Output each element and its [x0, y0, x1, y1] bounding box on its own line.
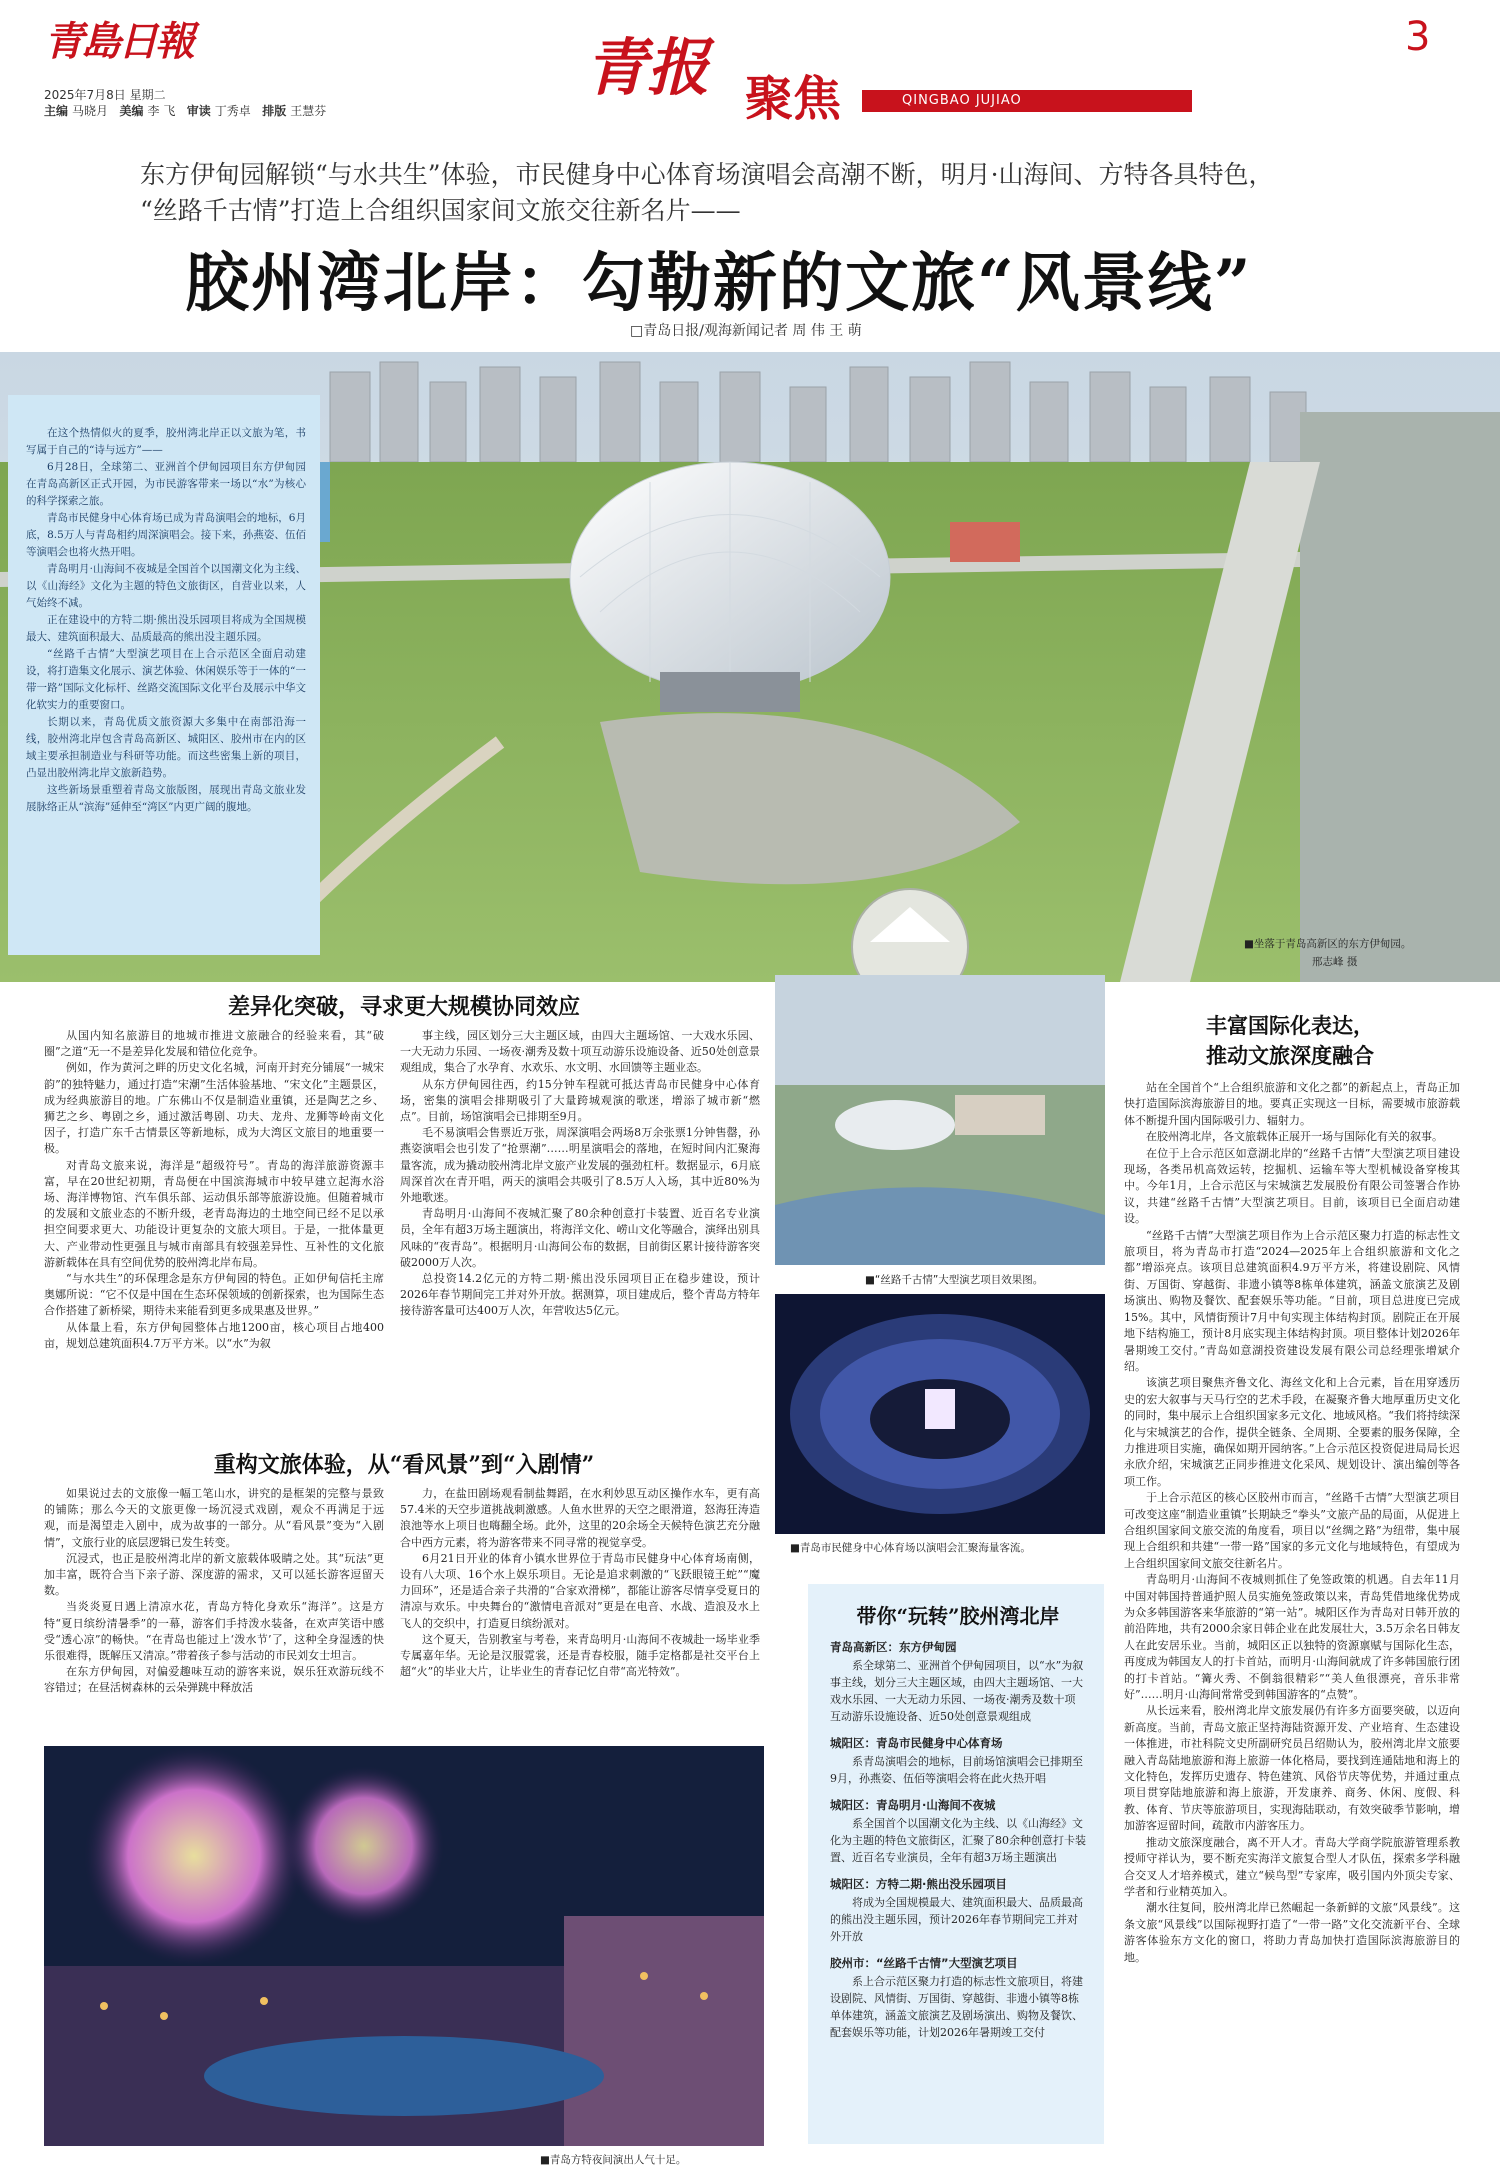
guide-item-text: 系上合示范区聚力打造的标志性文旅项目，将建设剧院、风情街、万国街、穿越街、非遗小镇等8栋单体建筑，涵盖文旅演艺及剧场演出、购物及餐饮、配套娱乐等功能，计划2026年暑期竣工交付 [830, 1975, 1083, 2039]
section3-column [1124, 1080, 1460, 1966]
section1-heading: 差异化突破，寻求更大规模协同效应 [227, 994, 580, 1020]
guide-box [808, 1584, 1104, 2144]
section2-heading: 重构文旅体验，从“看风景”到“入剧情” [213, 1452, 595, 1478]
deck-line-2: “丝路千古情”打造上合组织国家间文旅交往新名片—— [140, 196, 741, 225]
section3-paragraph: 站在全国首个“上合组织旅游和文化之都”的新起点上，青岛正加快打造国际滨海旅游目的地。要真正实现这一目标，需要城市旅游载体不断提升国内国际吸引力、辐射力。 [1124, 1081, 1460, 1127]
section1-paragraph: 从国内知名旅游目的地城市推进文旅融合的经验来看，其“破圈”之道“无一不是差异化发展和错位化竞争。 [44, 1029, 384, 1059]
section3-paragraph: 从长远来看，胶州湾北岸文旅发展仍有许多方面要突破，以迈向新高度。当前，青岛文旅正坚持海陆资源开发、产业培育、生态建设一体推进，市社科院文史所副研究员吕绍勋认为，胶州湾北岸文旅要融入青岛陆地旅游和海上旅游一体化格局，要找到连通陆地和海上的文化特色，发挥历史遗存、特色建筑、风俗节庆等优势，并通过重点项目贯穿陆地旅游和海上旅游，开发康养、商务、休闲、度假、科教、体育、节庆等旅游项目，实现海陆联动，有效突破季节影响，增加游客逗留时间，疏散市内游客压力。 [1124, 1704, 1460, 1833]
stadium-caption: ■青岛市民健身中心体育场以演唱会汇聚海量客流。 [790, 1542, 1031, 1554]
section3-paragraph: 潮水往复间，胶州湾北岸已然崛起一条新鲜的文旅“风景线”。这条文旅“风景线”以国际视野打造了“一带一路”文化交流新平台、全球游客体验东方文化的窗口，将助力青岛加快打造国际滨海旅游目的地。 [1124, 1901, 1460, 1964]
guide-item-heading: 城阳区：方特二期·熊出没乐园项目 [830, 1877, 1007, 1891]
guide-item-heading: 城阳区：青岛明月·山海间不夜城 [830, 1798, 996, 1812]
section-name: 青报 [585, 31, 710, 104]
section1-paragraph: 事主线，园区划分三大主题区域，由四大主题场馆、一大戏水乐园、一大无动力乐园、一场夜·潮秀及数十项互动游乐设施设备、近50处创意景观组成，集合了水孕育、水欢乐、水文明、水回馈等主题业态。 [400, 1029, 760, 1075]
main-photo-author: 邢志峰 摄 [1312, 956, 1358, 968]
deck-line-1: 东方伊甸园解锁“与水共生”体验，市民健身中心体育场演唱会高潮不断，明月·山海间、方特各具特色， [140, 160, 1274, 189]
editor-name: 马晓月 [72, 104, 109, 118]
section1-paragraph: 从体量上看，东方伊甸园整体占地1200亩，核心项目占地400亩，规划总建筑面积4.7万平方米。以“水”为叙 [44, 1320, 384, 1350]
section3-paragraph: 在位于上合示范区如意湖北岸的“丝路千古情”大型演艺项目建设现场，各类吊机高效运转，挖掘机、运输车等大型机械设备穿梭其中。今年1月，上合示范区与宋城演艺发展股份有限公司签署合作协议，共建“丝路千古情”大型演艺项目。目前，该项目已全面启动建设。 [1124, 1146, 1460, 1226]
guide-item-text: 系全球第二、亚洲首个伊甸园项目，以“水”为叙事主线，划分三大主题区域，由四大主题场馆、一大戏水乐园、一大无动力乐园、一场夜·潮秀及数十项互动游乐设施设备、近50处创意景观组成 [830, 1659, 1084, 1723]
section2-paragraph: 在东方伊甸园，对偏爱趣味互动的游客来说，娱乐狂欢游玩线不容错过；在昼活树森林的云朵弹跳中释放活 [44, 1665, 384, 1695]
editor-label: 主编 [44, 104, 69, 118]
section3-paragraph: 在胶州湾北岸，各文旅载体正展开一场与国际化有关的叙事。 [1146, 1130, 1443, 1144]
review-label: 审读 [186, 104, 211, 118]
silk-road-rendering [775, 975, 1105, 1265]
section1-paragraph: 青岛明月·山海间不夜城汇聚了80余种创意打卡装置、近百名专业演员，全年有超3万场主题演出，将海洋文化、崂山文化等融合，演绎出别具风味的“夜青岛”。根据明月·山海间公布的数据，目前街区累计接待游客突破2000万人次。 [400, 1207, 760, 1269]
silk-road-caption: ■“丝路千古情”大型演艺项目效果图。 [865, 1274, 1044, 1286]
section3-heading-line-2: 推动文旅深度融合 [1206, 1043, 1374, 1068]
main-photo-caption: ■坐落于青岛高新区的东方伊甸园。 [1244, 938, 1412, 950]
layout-name: 王慧芬 [290, 104, 327, 118]
section2-paragraph: 力，在盐田剧场观看制盐舞蹈，在水利妙思互动区操作水车，更有高57.4米的天空步道挑战刺激感。人鱼水世界的天空之眼滑道，怒海狂涛造浪池等水上项目也嗨翻全场。此外，这里的20余场全天候特色演艺充分融合中西方元素，将为游客带来不同寻常的视觉享受。 [400, 1487, 760, 1549]
section2-paragraph: 如果说过去的文旅像一幅工笔山水，讲究的是框架的完整与景致的铺陈；那么今天的文旅更像一场沉浸式戏剧，观众不再满足于远观，而是渴望走入剧中，成为故事的一部分。从“看风景”变为“入剧情”，文旅行业的底层逻辑已发生转变。 [44, 1487, 384, 1549]
section2-paragraph: 6月21日开业的体育小镇水世界位于青岛市民健身中心体育场南侧，设有八大项、16个水上娱乐项目。无论是追求刺激的“飞跃眼镜王蛇”“魔力回环”，还是适合亲子共滑的“合家欢滑梯”，都能让游客尽情享受夏日的清凉与欢乐。中央舞台的“激情电音派对”更是在电音、水战、造浪及水上飞人的交织中，打造夏日缤纷派对。 [400, 1551, 760, 1630]
intro-paragraph: “丝路千古情”大型演艺项目在上合示范区全面启动建设，将打造集文化展示、演艺体验、休闲娱乐等于一体的“一带一路”国际文化标杆、丝路交流国际文化平台及展示中华文化软实力的重要窗口。 [26, 648, 306, 711]
newspaper-logo: 青島日報 [44, 18, 192, 65]
guide-item-heading: 城阳区：青岛市民健身中心体育场 [830, 1736, 1003, 1750]
intro-paragraph: 青岛明月·山海间不夜城是全国首个以国潮文化为主线、以《山海经》文化为主题的特色文旅街区，自营业以来，人气始终不减。 [26, 563, 306, 609]
stadium-photo [775, 1294, 1105, 1534]
section1-paragraph: 毛不易演唱会售票近万张，周深演唱会两场8万余张票1分钟售罄，孙燕姿演唱会也引发了“抢票潮”……明星演唱会的落地，在短时间内汇聚海量客流，成为撬动胶州湾北岸文旅产业发展的强劲杠杆。数据显示，6月底周深首次在青开唱，两天的演唱会共吸引了8.5万人入场，其中近80%为外地歌迷。 [400, 1126, 760, 1205]
guide-item-text: 系全国首个以国潮文化为主线、以《山海经》文化为主题的特色文旅街区，汇聚了80余种创意打卡装置、近百名专业演员，全年有超3万场主题演出 [830, 1817, 1086, 1864]
section-english: QINGBAO JUJIAO [862, 90, 1192, 112]
section1-paragraph: 对青岛文旅来说，海洋是“超级符号”。青岛的海洋旅游资源丰富，早在20世纪初期，青岛便在中国滨海城市中较早建立起海水浴场、海洋博物馆、汽车俱乐部、运动俱乐部等旅游设施。但随着城市的发展和文旅业态的不断升级，老青岛海边的土地空间已经不足以承担空间要求更大、功能设计更复杂的文旅大项目。于是，一批体量更大、产业带动性更强且与城市南部具有较强差异性、互补性的文化旅游新载体在具有空间优势的胶州湾北岸布局。 [44, 1158, 384, 1269]
section1-paragraph: 例如，作为黄河之畔的历史文化名城，河南开封充分铺展“一城宋韵”的独特魅力，通过打造“宋潮”生活体验基地、“宋文化”主题景区，成为经典旅游目的地。广东佛山不仅是制造业重镇，还是陶艺之乡、狮艺之乡、粤剧之乡，通过激活粤剧、功夫、龙舟、龙狮等岭南文化因子，打造广东千古情景区等新地标，成为大湾区文旅目的地重要一极。 [44, 1061, 384, 1156]
guide-item-text: 将成为全国规模最大、建筑面积最大、品质最高的熊出没主题乐园，预计2026年春节期间完工并对外开放 [830, 1896, 1083, 1943]
intro-box [8, 395, 320, 955]
section1-column-1 [44, 1028, 384, 1352]
intro-paragraph: 6月28日，全球第二、亚洲首个伊甸园项目东方伊甸园在青岛高新区正式开园，为市民游客带来一场以“水”为核心的科学探索之旅。 [26, 461, 306, 507]
date-line: 2025年7月8日 星期二 [44, 88, 166, 102]
section1-paragraph: 总投资14.2亿元的方特二期·熊出没乐园项目正在稳步建设，预计2026年春节期间完工并对外开放。据测算，项目建成后，整个青岛方特年接待游客量可达400万人次，年营收达5亿元。 [400, 1272, 760, 1318]
section3-heading-line-1: 丰富国际化表达， [1206, 1013, 1374, 1038]
art-name: 李 飞 [147, 104, 176, 118]
page-number: 3 [1405, 14, 1431, 60]
section2-paragraph: 沉浸式，也正是胶州湾北岸的新文旅载体吸睛之处。其“玩法”更加丰富，既符合当下亲子游、深度游的需求，又可以延长游客逗留天数。 [44, 1551, 384, 1598]
guide-item-heading: 胶州市：“丝路千古情”大型演艺项目 [830, 1956, 1018, 1970]
section2-paragraph: 当炎炎夏日遇上清凉水花，青岛方特化身欢乐“海洋”。这是方特“夏日缤纷清暑季”的一幕，游客们手持泼水装备，在欢声笑语中感受“透心凉”的畅快。“在青岛也能过上‘泼水节’了，这种全身湿透的快乐很难得，既解压又清凉。”带着孩子参与活动的市民刘女士坦言。 [44, 1600, 384, 1663]
section-sub: 聚焦 [745, 71, 842, 127]
section3-paragraph: 推动文旅深度融合，离不开人才。青岛大学商学院旅游管理系教授师守祥认为，要不断充实海洋文旅复合型人才队伍，探索多学科融合交叉人才培养模式，建立“候鸟型”专家库，吸引国内外顶尖专家、学者和行业精英加入。 [1124, 1835, 1460, 1898]
section1-paragraph: “与水共生”的环保理念是东方伊甸园的特色。正如伊甸信托主席奥娜所说：“它不仅是中国在生态环保领域的创新探索，也为国际生态合作搭建了新桥梁，期待未来能看到更多成果惠及世界。” [44, 1272, 384, 1318]
section1-paragraph: 从东方伊甸园往西，约15分钟车程就可抵达青岛市民健身中心体育场，密集的演唱会排期吸引了大量跨城观演的歌迷，增添了城市新“燃点”。目前，场馆演唱会已排期至9月。 [400, 1077, 760, 1124]
intro-paragraph: 青岛市民健身中心体育场已成为青岛演唱会的地标，6月底，8.5万人与青岛相约周深演唱会。接下来，孙燕姿、伍佰等演唱会也将火热开唱。 [26, 512, 306, 558]
intro-paragraph: 在这个热情似火的夏季，胶州湾北岸正以文旅为笔，书写属于自己的“诗与远方”—— [26, 427, 306, 456]
section2-column-2 [400, 1486, 760, 1680]
section1-column-2 [400, 1028, 760, 1320]
byline: □青岛日报/观海新闻记者 周 伟 王 萌 [630, 323, 862, 339]
section2-column-1 [44, 1486, 384, 1697]
section3-paragraph: 于上合示范区的核心区胶州市而言，“丝路千古情”大型演艺项目可改变这座“制造业重镇”长期缺乏“拳头”文旅产品的局面，从促进上合组织国家间文旅交流的角度看，项目以“丝绸之路”为纽带，集中展现上合组织和共建“一带一路”国家的多元文化与地域特色，有望成为上合组织国家间文旅交往新名片。 [1124, 1491, 1460, 1570]
intro-paragraph: 正在建设中的方特二期·熊出没乐园项目将成为全国规模最大、建筑面积最大、品质最高的熊出没主题乐园。 [26, 614, 306, 643]
guide-item-heading: 青岛高新区：东方伊甸园 [830, 1640, 957, 1654]
section3-paragraph: 该演艺项目聚焦齐鲁文化、海丝文化和上合元素，旨在用穿透历史的宏大叙事与天马行空的艺术手段，在凝聚齐鲁大地厚重历史文化的同时，集中展示上合组织国家多元文化、地域风格。“我们将持续深化与宋城演艺的合作，提供全链条、全周期、全要素的服务保障，全力推进项目实施，确保如期开园纳客。”上合示范区投资促进局局长迟永欣介绍，宋城演艺正同步推进文化采风、规划设计、演出编创等各项工作。 [1124, 1376, 1460, 1488]
guide-heading: 带你“玩转”胶州湾北岸 [856, 1604, 1060, 1628]
fangte-night-photo [44, 1746, 764, 2146]
layout-label: 排版 [262, 104, 287, 118]
guide-items [830, 1639, 1086, 2041]
section3-paragraph: “丝路千古情”大型演艺项目作为上合示范区聚力打造的标志性文旅项目，将为青岛市打造“2024—2025年上合组织旅游和文化之都”增添亮点。该项目总建筑面积4.9万平方米，将建设剧院、风情街、万国街、穿越街、非遗小镇等8栋单体建筑，涵盖文旅演艺及剧场演出、购物及餐饮、配套娱乐等功能。“目前，项目总进度已完成15%。其中，风情街预计7月中旬实现主体结构封顶。剧院正在开展地下结构施工，预计8月底实现主体结构封顶。项目整体计划2026年暑期竣工交付。”青岛如意湖投资建设发展有限公司总经理张增斌介绍。 [1124, 1228, 1460, 1373]
credits-line [44, 102, 326, 119]
review-name: 丁秀卓 [214, 104, 251, 118]
headline: 胶州湾北岸：勾勒新的文旅“风景线” [185, 246, 1253, 321]
art-label: 美编 [119, 104, 144, 118]
intro-paragraph: 这些新场景重塑着青岛文旅版图，展现出青岛文旅业发展脉络正从“滨海”延伸至“湾区”内更广阔的腹地。 [26, 784, 306, 813]
guide-item-text: 系青岛演唱会的地标，目前场馆演唱会已排期至9月，孙燕姿、伍佰等演唱会将在此火热开唱 [830, 1755, 1083, 1785]
intro-paragraph: 长期以来，青岛优质文旅资源大多集中在南部沿海一线，胶州湾北岸包含青岛高新区、城阳区、胶州市在内的区域主要承担制造业与科研等功能。而这些密集上新的项目，凸显出胶州湾北岸文旅新趋势。 [26, 716, 306, 779]
section2-paragraph: 这个夏天，告别教室与考卷，来青岛明月·山海间不夜城赴一场毕业季专属嘉年华。无论是汉服霓裳，还是青春校服，随手定格都是社交平台上超“火”的毕业大片，让毕业生的青春记忆自带“高光特效”。 [400, 1632, 760, 1679]
fangte-caption: ■青岛方特夜间演出人气十足。 [540, 2154, 687, 2166]
section3-paragraph: 青岛明月·山海间不夜城则抓住了免签政策的机遇。自去年11月中国对韩国持普通护照人员实施免签政策以来，青岛凭借地缘优势成为众多韩国游客来华旅游的“第一站”。城阳区作为青岛对日韩开放的前沿阵地，共有2000余家日韩企业在此发展壮大，3.5万余名日韩友人在此安居乐业。当前，城阳区正以独特的资源禀赋与国际化生态，再度成为韩国友人的打卡首站，而明月·山海间就成了许多韩国旅行团的打卡首站。“篝火秀、不倒翁很精彩”“美人鱼很漂亮，音乐非常好”……明月·山海间常常受到韩国游客的“点赞”。 [1124, 1573, 1460, 1702]
